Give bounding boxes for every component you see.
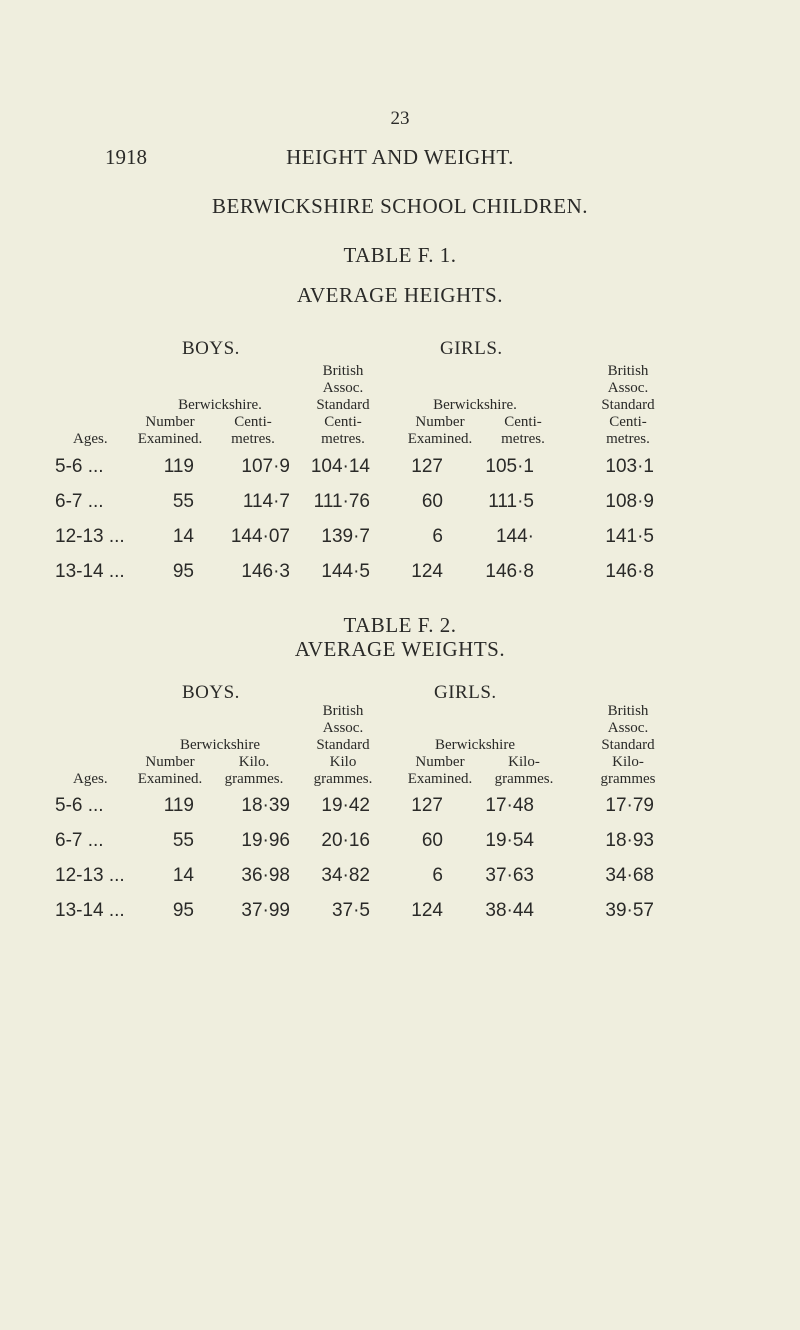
girls-unit-header: Kilo- grammes. — [494, 754, 554, 787]
number-cell: 14 — [172, 865, 194, 886]
age-cell: 6-7 ... — [55, 830, 104, 851]
girls-unit-header: Centi- metres. — [501, 414, 545, 447]
girls-number-header: Number Examined. — [407, 414, 473, 447]
value-cell: 38·44 — [485, 900, 534, 921]
standard-cell: 20·16 — [321, 830, 370, 851]
table-label: TABLE F. 2. — [343, 613, 457, 637]
value-cell: 111·5 — [488, 491, 534, 512]
number-cell: 119 — [163, 456, 194, 477]
number-cell: 60 — [421, 830, 443, 851]
girls-header: GIRLS. — [440, 338, 503, 359]
age-cell: 5-6 ... — [55, 795, 104, 816]
number-cell: 55 — [172, 491, 194, 512]
number-cell: 95 — [172, 561, 194, 582]
value-cell: 37·99 — [241, 900, 290, 921]
boys-standard-header: British Assoc. Standard Centi- metres. — [316, 363, 370, 447]
girls-standard-header: British Assoc. Standard Centi- metres. — [601, 363, 655, 447]
standard-cell: 104·14 — [310, 456, 370, 477]
boys-header: BOYS. — [182, 682, 240, 703]
boys-number-header: Number Examined. — [137, 754, 203, 787]
age-cell: 12-13 ... — [55, 865, 125, 886]
page-subtitle: BERWICKSHIRE SCHOOL CHILDREN. — [212, 194, 588, 218]
age-cell: 5-6 ... — [55, 456, 104, 477]
age-cell: 6-7 ... — [55, 491, 104, 512]
boys-unit-header: Kilo. grammes. — [224, 754, 284, 787]
standard-cell: 19·42 — [321, 795, 370, 816]
number-cell: 119 — [163, 795, 194, 816]
standard-cell: 141·5 — [605, 526, 654, 547]
standard-cell: 108·9 — [605, 491, 654, 512]
standard-cell: 34·68 — [605, 865, 654, 886]
value-cell: 17·48 — [485, 795, 534, 816]
age-cell: 13-14 ... — [55, 561, 125, 582]
value-cell: 107·9 — [241, 456, 290, 477]
standard-cell: 18·93 — [605, 830, 654, 851]
boys-number-header: Number Examined. — [137, 414, 203, 447]
number-cell: 124 — [411, 561, 443, 582]
value-cell: 36·98 — [241, 865, 290, 886]
number-cell: 6 — [432, 865, 443, 886]
number-cell: 127 — [411, 795, 443, 816]
standard-cell: 139·7 — [321, 526, 370, 547]
standard-cell: 146·8 — [605, 561, 654, 582]
table-title: AVERAGE HEIGHTS. — [297, 283, 503, 307]
table-title: AVERAGE WEIGHTS. — [294, 637, 506, 661]
girls-standard-header: British Assoc. Standard Kilo- grammes — [600, 703, 656, 787]
number-cell: 124 — [411, 900, 443, 921]
value-cell: 105·1 — [485, 456, 534, 477]
standard-cell: 39·57 — [605, 900, 654, 921]
page-title: HEIGHT AND WEIGHT. — [286, 145, 514, 169]
age-cell: 13-14 ... — [55, 900, 125, 921]
boys-header: BOYS. — [182, 338, 240, 359]
value-cell: 144·07 — [230, 526, 290, 547]
value-cell: 146·3 — [241, 561, 290, 582]
boys-standard-header: British Assoc. Standard Kilo grammes. — [313, 703, 373, 787]
standard-cell: 17·79 — [605, 795, 654, 816]
value-cell: 19·54 — [485, 830, 534, 851]
value-cell: 19·96 — [241, 830, 290, 851]
value-cell: 146·8 — [485, 561, 534, 582]
standard-cell: 34·82 — [321, 865, 370, 886]
standard-cell: 111·76 — [313, 491, 370, 512]
number-cell: 60 — [421, 491, 443, 512]
girls-number-header: Number Examined. — [407, 754, 473, 787]
standard-cell: 37·5 — [331, 900, 370, 921]
ages-header: Ages. — [73, 431, 108, 447]
value-cell: 144· — [495, 526, 534, 547]
page-number: 23 — [390, 108, 410, 129]
standard-cell: 103·1 — [605, 456, 654, 477]
girls-header: GIRLS. — [434, 682, 497, 703]
number-cell: 55 — [172, 830, 194, 851]
number-cell: 6 — [432, 526, 443, 547]
number-cell: 14 — [172, 526, 194, 547]
year-label: 1918 — [105, 145, 147, 169]
ages-header: Ages. — [73, 771, 108, 787]
value-cell: 18·39 — [241, 795, 290, 816]
girls-berwickshire-header: Berwickshire — [435, 737, 515, 753]
standard-cell: 144·5 — [321, 561, 370, 582]
boys-berwickshire-header: Berwickshire — [180, 737, 260, 753]
boys-berwickshire-header: Berwickshire. — [178, 397, 262, 413]
number-cell: 127 — [411, 456, 443, 477]
age-cell: 12-13 ... — [55, 526, 125, 547]
boys-unit-header: Centi- metres. — [231, 414, 275, 447]
girls-berwickshire-header: Berwickshire. — [433, 397, 517, 413]
value-cell: 37·63 — [485, 865, 534, 886]
value-cell: 114·7 — [242, 491, 290, 512]
number-cell: 95 — [172, 900, 194, 921]
table-label: TABLE F. 1. — [343, 243, 457, 267]
